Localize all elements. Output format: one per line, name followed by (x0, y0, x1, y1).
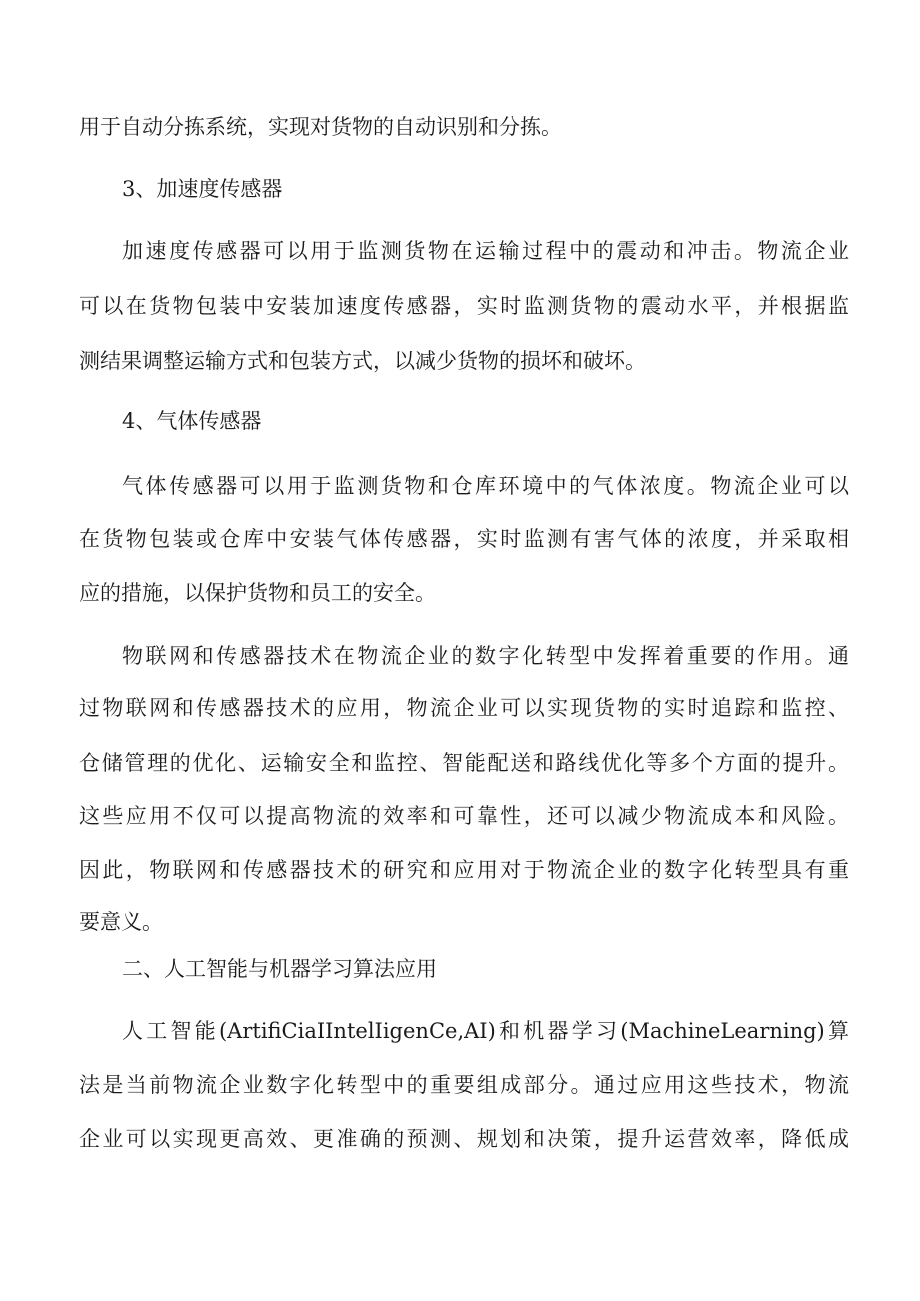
text-line-14: 因此，物联网和传感器技术的研究和应用对于物流企业的数字化转型具有重 (79, 858, 849, 882)
text-line-3: 加速度传感器可以用于监测货物在运输过程中的震动和冲击。物流企业 (122, 239, 849, 263)
text-line-17: 人工智能(ArtifiCiaIIntelIigenCe,AI)和机器学习(MachineLearning)算 (122, 1019, 849, 1043)
text-line-18: 法是当前物流企业数字化转型中的重要组成部分。通过应用这些技术，物流 (79, 1073, 849, 1097)
text-line-15: 要意义。 (79, 910, 163, 934)
text-line-4: 可以在货物包装中安装加速度传感器，实时监测货物的震动水平，并根据监 (79, 294, 849, 318)
text-line-8: 在货物包装或仓库中安装气体传感器，实时监测有害气体的浓度，并采取相 (79, 527, 849, 551)
text-line-13: 这些应用不仅可以提高物流的效率和可靠性，还可以减少物流成本和风险。 (79, 804, 849, 828)
text-line-12: 仓储管理的优化、运输安全和监控、智能配送和路线优化等多个方面的提升。 (79, 751, 849, 775)
text-line-1: 用于自动分拣系统，实现对货物的自动识别和分拣。 (79, 115, 562, 139)
text-line-19: 企业可以实现更高效、更准确的预测、规划和决策，提升运营效率，降低成 (79, 1127, 849, 1151)
text-line-7: 气体传感器可以用于监测货物和仓库环境中的气体浓度。物流企业可以 (122, 474, 849, 498)
text-line-10: 物联网和传感器技术在物流企业的数字化转型中发挥着重要的作用。通 (122, 644, 849, 668)
section-heading-ai-ml: 二、人工智能与机器学习算法应用 (122, 957, 437, 981)
text-line-9: 应的措施，以保护货物和员工的安全。 (79, 581, 436, 605)
text-line-5: 测结果调整运输方式和包装方式，以减少货物的损坏和破坏。 (79, 349, 646, 373)
section-heading-accelerometer: 3、加速度传感器 (122, 177, 283, 201)
section-heading-gas-sensor: 4、气体传感器 (122, 409, 262, 433)
text-line-11: 过物联网和传感器技术的应用，物流企业可以实现货物的实时追踪和监控、 (79, 696, 849, 720)
